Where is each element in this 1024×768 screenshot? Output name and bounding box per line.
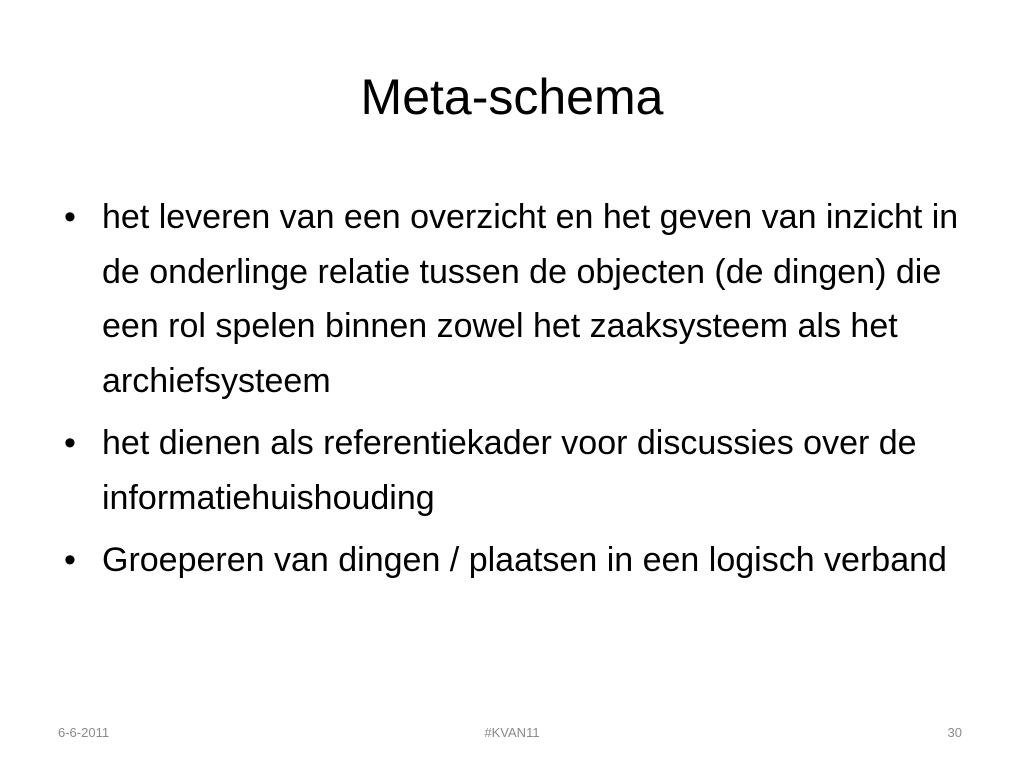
bullet-text: Groeperen van dingen / plaatsen in een logisch verband [102, 541, 947, 579]
bullet-icon: • [64, 198, 76, 236]
bullet-item [62, 190, 972, 408]
bullet-text: het leveren van een overzicht en het geven van inzicht in de onderlinge relatie tussen de objecten (de dingen) die een rol spelen binnen zowel het zaaksysteem als het archiefsysteem [102, 198, 959, 400]
bullet-icon: • [64, 541, 76, 579]
bullet-icon: • [64, 424, 76, 462]
footer-date: 6-6-2011 [58, 725, 110, 740]
bullet-item [62, 533, 972, 588]
slide-number: 30 [947, 725, 962, 740]
bullet-list [62, 190, 972, 596]
footer-hashtag: #KVAN11 [484, 725, 540, 740]
bullet-item [62, 416, 972, 525]
bullet-text: het dienen als referentiekader voor discussies over de informatiehuishouding [102, 424, 917, 517]
slide-title: Meta-schema [360, 69, 664, 125]
